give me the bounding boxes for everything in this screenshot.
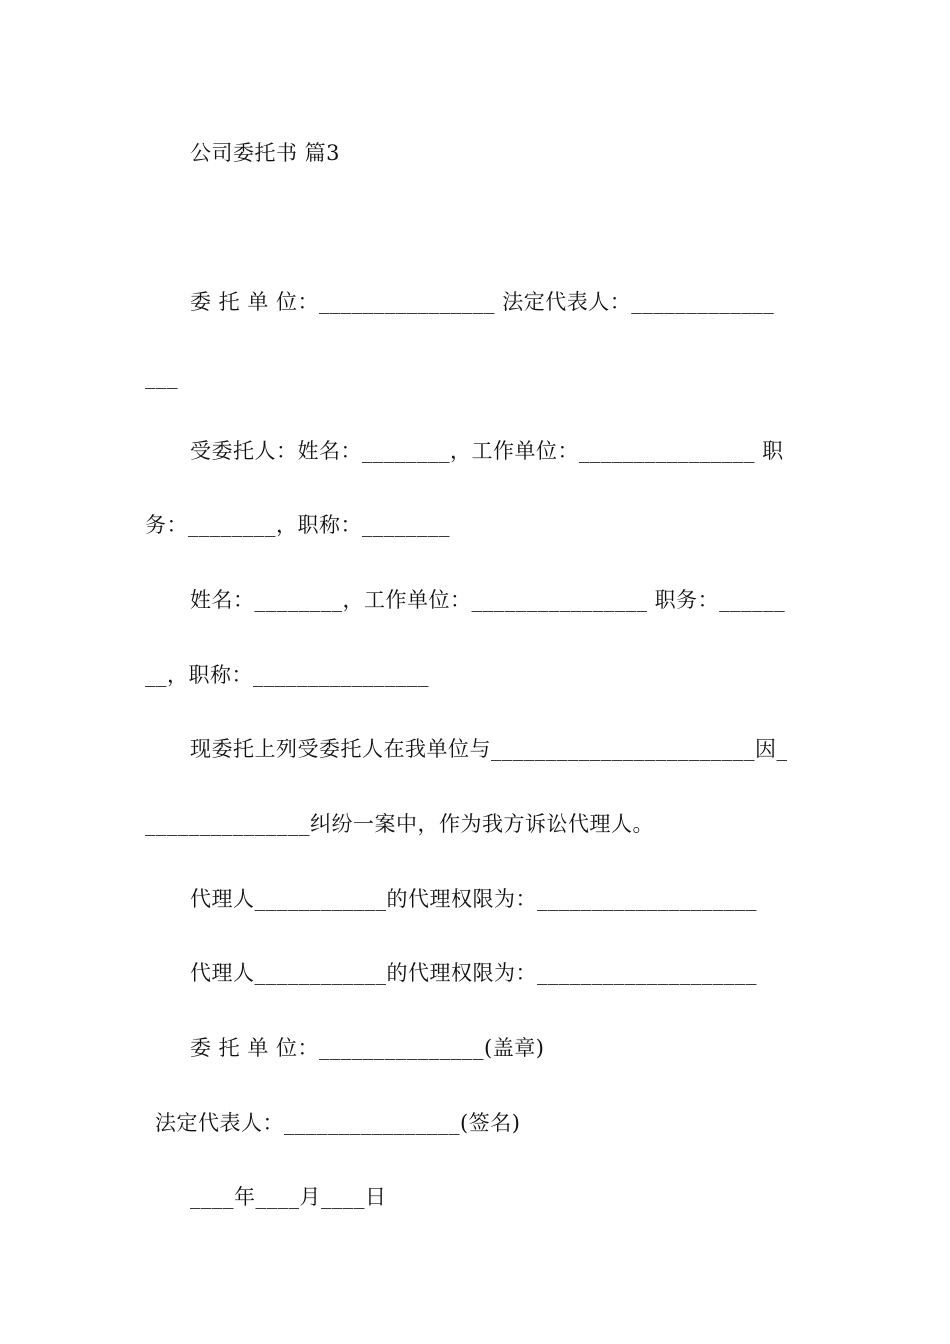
legal-rep-signature-line: 法定代表人：________________(签名) <box>155 1111 521 1135</box>
agent1-authority-line: 代理人____________的代理权限为：____________________ <box>190 887 757 911</box>
legal-rep-line-continuation: ___ <box>145 365 178 389</box>
agent2-authority-line: 代理人____________的代理权限为：____________________ <box>190 961 757 985</box>
client-unit-and-legal-rep-line: 委 托 单 位：________________ 法定代表人：_____________ <box>190 290 775 314</box>
date-line: ____年____月____日 <box>190 1185 387 1209</box>
entrustment-statement-line: 现委托上列受委托人在我单位与________________________因_ <box>190 737 788 761</box>
agent2-title-line: __，职称：________________ <box>145 663 429 687</box>
agent1-position-title-line: 务：________，职称：________ <box>145 513 450 537</box>
document-title: 公司委托书 篇3 <box>190 141 341 165</box>
agent1-name-workunit-line: 受委托人：姓名：________，工作单位：________________ 职 <box>190 439 784 463</box>
agent2-name-workunit-line: 姓名：________，工作单位：________________ 职务：______ <box>190 588 786 612</box>
entrustment-statement-continuation: _______________纠纷一案中，作为我方诉讼代理人。 <box>145 812 654 836</box>
client-unit-seal-line: 委 托 单 位：_______________(盖章) <box>190 1036 545 1060</box>
